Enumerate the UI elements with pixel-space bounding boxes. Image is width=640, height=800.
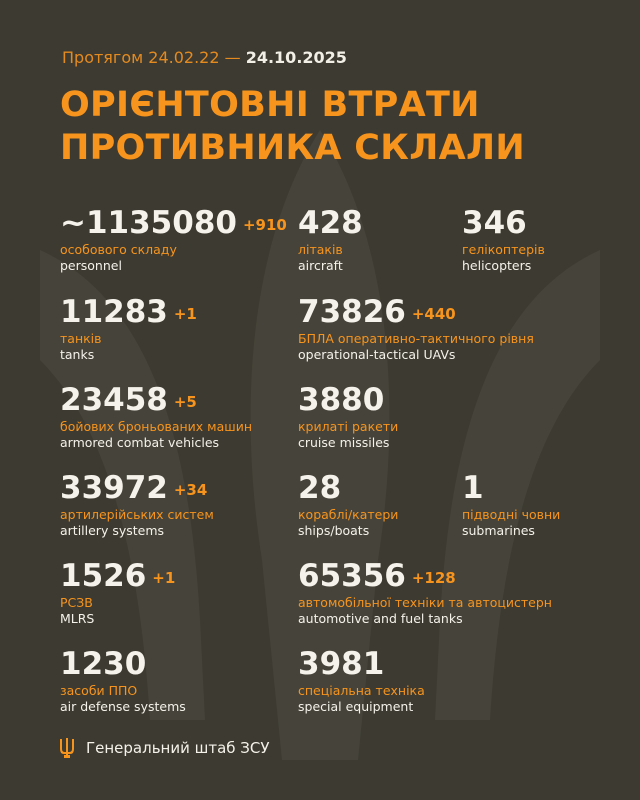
stat-label-en: air defense systems (60, 699, 186, 714)
stat-label-en: personnel (60, 258, 122, 273)
stat-special-equipment (298, 646, 425, 715)
stat-label-en: armored combat vehicles (60, 435, 220, 450)
stat-value: 33972 (60, 470, 168, 506)
stat-cruise-missiles (298, 382, 398, 451)
stat-label-ua: автомобільної техніки та автоцистерн (298, 595, 552, 610)
stat-value: ~1135080 (60, 205, 237, 241)
stat-personnel (60, 205, 287, 274)
stat-delta: +34 (173, 481, 208, 499)
stat-value: 73826 (298, 294, 406, 330)
period-prefix: Протягом 24.02.22 — (62, 48, 241, 67)
stat-submarines (462, 470, 560, 539)
stat-delta: +910 (242, 216, 287, 234)
stat-value: 65356 (298, 558, 406, 594)
stat-air-defense (60, 646, 186, 715)
stat-label-en: tanks (60, 347, 95, 362)
stat-delta: +1 (173, 305, 197, 323)
stat-delta: +440 (411, 305, 456, 323)
stat-helicopters (462, 205, 545, 274)
stat-label-ua: БПЛА оперативно-тактичного рівня (298, 331, 534, 346)
stat-label-ua: крилаті ракети (298, 419, 399, 434)
stat-label-ua: особового складу (60, 242, 177, 257)
footer-label: Генеральний штаб ЗСУ (86, 739, 270, 757)
stat-armored-vehicles (60, 382, 252, 451)
stat-value: 23458 (60, 382, 168, 418)
stat-tanks (60, 294, 197, 363)
stat-label-ua: бойових броньованих машин (60, 419, 252, 434)
stat-label-en: submarines (462, 523, 535, 538)
stat-label-en: special equipment (298, 699, 414, 714)
stat-label-en: helicopters (462, 258, 532, 273)
stat-delta: +128 (411, 569, 456, 587)
stat-label-ua: артилерійських систем (60, 507, 214, 522)
footer (60, 737, 270, 759)
stat-value: 1 (462, 470, 484, 506)
stat-automotive (298, 558, 552, 627)
trident-icon (60, 738, 74, 758)
stat-label-en: ships/boats (298, 523, 370, 538)
stat-uavs (298, 294, 534, 363)
stat-label-ua: спеціальна техніка (298, 683, 425, 698)
stat-label-en: aircraft (298, 258, 343, 273)
stat-label-ua: гелікоптерів (462, 242, 545, 257)
stat-delta: +5 (173, 393, 197, 411)
stat-label-ua: підводні човни (462, 507, 561, 522)
stat-label-en: artillery systems (60, 523, 165, 538)
stat-value: 11283 (60, 294, 168, 330)
stat-delta: +1 (152, 569, 176, 587)
stat-value: 428 (298, 205, 363, 241)
stat-mlrs (60, 558, 175, 627)
period-line (62, 48, 347, 67)
stat-value: 1526 (60, 558, 147, 594)
stat-value: 1230 (60, 646, 147, 682)
stat-value: 3981 (298, 646, 385, 682)
stat-label-ua: РСЗВ (60, 595, 93, 610)
stat-label-ua: кораблі/катери (298, 507, 399, 522)
title-line-2: ПРОТИВНИКА СКЛАЛИ (60, 128, 525, 168)
stat-artillery (60, 470, 214, 539)
stat-label-en: operational-tactical UAVs (298, 347, 456, 362)
page-title (60, 84, 600, 170)
stat-ships-boats (298, 470, 398, 539)
stat-value: 346 (462, 205, 527, 241)
period-end-date: 24.10.2025 (245, 48, 347, 67)
stat-label-ua: танків (60, 331, 102, 346)
title-line-1: ОРІЄНТОВНІ ВТРАТИ (60, 85, 480, 125)
stat-value: 3880 (298, 382, 385, 418)
stat-value: 28 (298, 470, 342, 506)
stat-label-ua: засоби ППО (60, 683, 138, 698)
stat-label-en: MLRS (60, 611, 95, 626)
stat-aircraft (298, 205, 363, 274)
stat-label-en: automotive and fuel tanks (298, 611, 463, 626)
stat-label-en: cruise missiles (298, 435, 390, 450)
stat-label-ua: літаків (298, 242, 343, 257)
